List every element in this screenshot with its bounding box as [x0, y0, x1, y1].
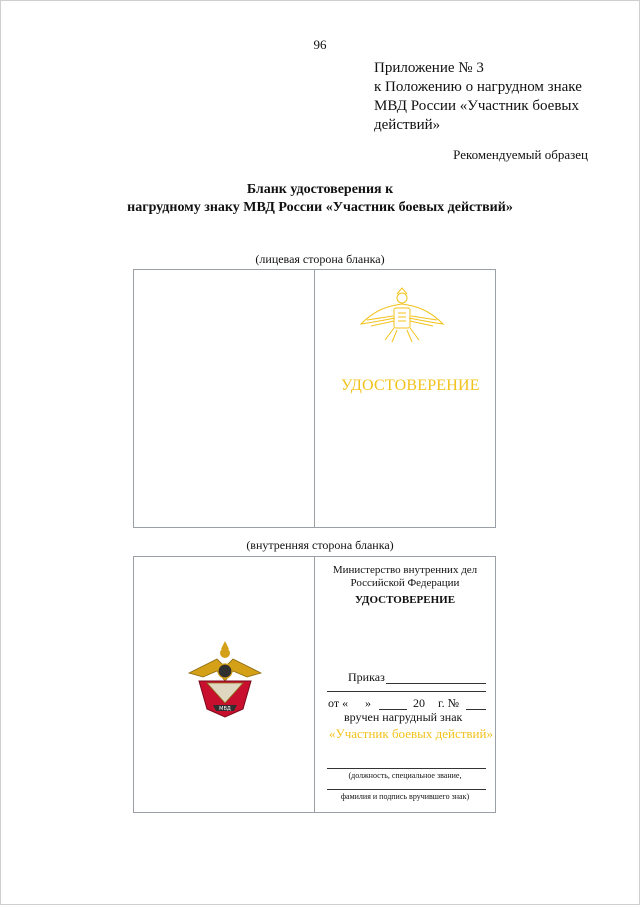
order-line [386, 683, 486, 684]
order-label: Приказ [348, 670, 385, 684]
inner-card [133, 556, 496, 813]
order-number-line [466, 709, 486, 710]
order-underline [327, 691, 486, 692]
appendix-line-3: МВД России «Участник боевых [374, 98, 579, 114]
signature-line [327, 789, 486, 790]
position-hint: (должность, специальное звание, [348, 771, 462, 780]
awarded-text: вручен нагрудный знак [344, 710, 463, 724]
page-number: 96 [313, 37, 327, 52]
front-title: УДОСТОВЕРЕНИЕ [341, 377, 480, 394]
date-quote-close: » [365, 696, 371, 710]
form-title-line-1: Бланк удостоверения к [246, 182, 394, 197]
front-card-fold [314, 270, 315, 527]
appendix-block [374, 59, 624, 135]
front-card [133, 269, 496, 528]
form-title-line-2: нагрудному знаку МВД России «Участник боевых действий» [127, 200, 513, 215]
ministry-line-2: Российской Федерации [350, 577, 460, 589]
appendix-line-1: Приложение № 3 [374, 60, 484, 76]
appendix-line-2: к Положению о нагрудном знаке [374, 79, 582, 95]
date-year-suffix: г. № [438, 696, 460, 710]
inner-caption: (внутренняя сторона бланка) [246, 538, 394, 552]
signature-hint: фамилия и подпись вручившего знак) [340, 792, 470, 801]
appendix-line-4: действий» [374, 117, 441, 133]
sample-note: Рекомендуемый образец [453, 147, 588, 162]
form-title [0, 181, 640, 217]
ministry-line-1: Министерство внутренних дел [332, 564, 478, 576]
badge-label: МВД [219, 706, 231, 712]
date-from: от « [328, 696, 349, 710]
position-line [327, 768, 486, 769]
mvd-emblem-icon [357, 286, 447, 346]
date-year: 20 [413, 696, 425, 710]
front-caption: (лицевая сторона бланка) [255, 252, 385, 266]
inner-heading: УДОСТОВЕРЕНИЕ [354, 594, 456, 606]
combat-veteran-badge-icon [187, 637, 263, 719]
ministry-name [315, 564, 495, 590]
badge-name: «Участник боевых действий» [329, 726, 493, 741]
